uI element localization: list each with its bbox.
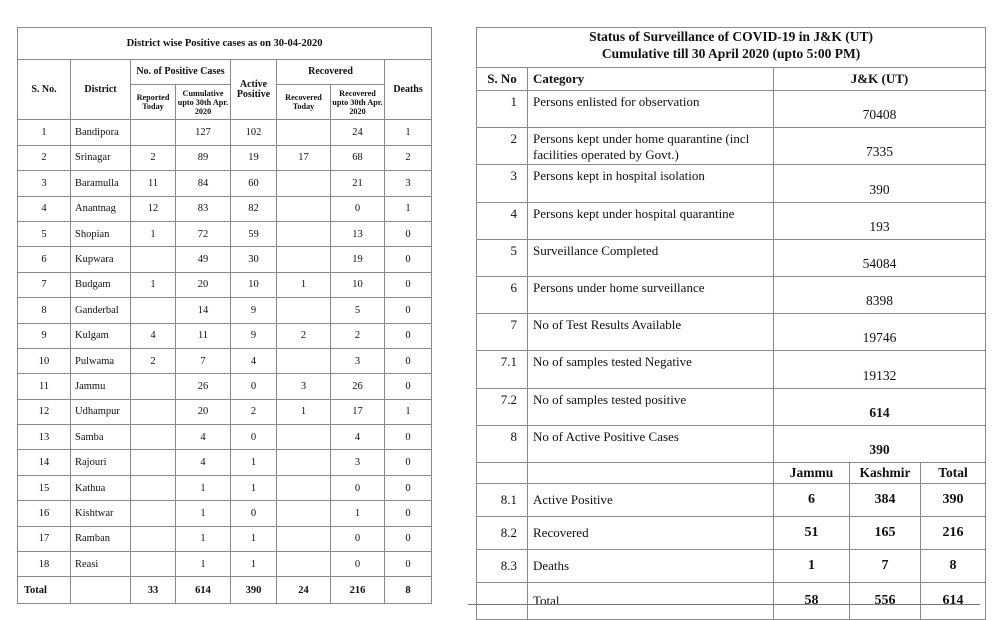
row-category: Persons kept under hospital quarantine	[528, 202, 774, 239]
subheader-total: Total	[921, 462, 986, 483]
breakdown-jammu: 6	[774, 483, 850, 516]
cell-active: 102	[231, 120, 277, 145]
breakdown-sno: 8.2	[477, 516, 528, 549]
cell-active: 19	[231, 145, 277, 170]
cell-cumulative: 20	[176, 272, 231, 297]
cell-sno: 13	[18, 425, 71, 450]
cell-rec-today	[277, 348, 331, 373]
cell-rec-today: 1	[277, 399, 331, 424]
row-value: 193	[774, 202, 986, 239]
cell-active: 0	[231, 501, 277, 526]
cell-deaths: 0	[385, 450, 432, 475]
cell-deaths: 0	[385, 526, 432, 551]
total-recovered-today: 24	[277, 577, 331, 604]
grand-total-jammu: 58	[774, 582, 850, 619]
breakdown-total: 390	[921, 483, 986, 516]
cell-deaths: 0	[385, 425, 432, 450]
cell-cumulative: 1	[176, 501, 231, 526]
cell-rec-cum: 24	[331, 120, 385, 145]
subheader-blank-category	[528, 462, 774, 483]
breakdown-jammu: 1	[774, 549, 850, 582]
header-district: District	[71, 60, 131, 120]
cell-rec-cum: 3	[331, 348, 385, 373]
breakdown-total: 8	[921, 549, 986, 582]
cell-rec-today	[277, 298, 331, 323]
cell-sno: 18	[18, 552, 71, 577]
row-category: No of Test Results Available	[528, 314, 774, 351]
breakdown-sno: 8.1	[477, 483, 528, 516]
cell-district: Budgam	[71, 272, 131, 297]
district-row	[18, 501, 432, 526]
cell-rec-today	[277, 450, 331, 475]
total-cumulative: 614	[176, 577, 231, 604]
cell-active: 59	[231, 221, 277, 246]
cell-deaths: 0	[385, 298, 432, 323]
cell-cumulative: 14	[176, 298, 231, 323]
district-row	[18, 196, 432, 221]
district-row	[18, 247, 432, 272]
district-row	[18, 120, 432, 145]
cell-deaths: 1	[385, 120, 432, 145]
cell-sno: 11	[18, 374, 71, 399]
cell-rec-cum: 19	[331, 247, 385, 272]
cell-district: Samba	[71, 425, 131, 450]
cell-rec-cum: 5	[331, 298, 385, 323]
cell-sno: 12	[18, 399, 71, 424]
cell-deaths: 0	[385, 221, 432, 246]
row-value: 614	[774, 388, 986, 425]
cell-district: Ramban	[71, 526, 131, 551]
district-row	[18, 348, 432, 373]
district-row	[18, 450, 432, 475]
row-sno: 7	[477, 314, 528, 351]
cell-active: 1	[231, 526, 277, 551]
row-category: Persons kept under home quarantine (incl facilities operated by Govt.)	[528, 128, 774, 165]
cell-rec-cum: 1	[331, 501, 385, 526]
row-category: Persons enlisted for observation	[528, 91, 774, 128]
cell-sno: 1	[18, 120, 71, 145]
row-category: Persons under home surveillance	[528, 276, 774, 313]
surveillance-status-table	[476, 27, 986, 620]
cell-cumulative: 11	[176, 323, 231, 348]
cell-cumulative: 4	[176, 450, 231, 475]
breakdown-row	[477, 483, 986, 516]
header-recovered-cumulative: Recovered upto 30th Apr. 2020	[331, 85, 385, 120]
cell-district: Kishtwar	[71, 501, 131, 526]
cell-active: 4	[231, 348, 277, 373]
header-cumulative: Cumulative upto 30th Apr. 2020	[176, 85, 231, 120]
cell-reported	[131, 120, 176, 145]
row-value: 54084	[774, 239, 986, 276]
district-positive-cases-table	[17, 27, 432, 604]
cell-active: 9	[231, 298, 277, 323]
header-active: Active Positive	[231, 60, 277, 120]
district-row	[18, 526, 432, 551]
cell-cumulative: 1	[176, 475, 231, 500]
title-line-1: Status of Surveillance of COVID-19 in J&K (UT)	[589, 29, 873, 44]
cell-district: Rajouri	[71, 450, 131, 475]
cell-reported: 1	[131, 272, 176, 297]
cell-cumulative: 7	[176, 348, 231, 373]
cell-district: Baramulla	[71, 171, 131, 196]
cell-rec-cum: 3	[331, 450, 385, 475]
row-value: 19132	[774, 351, 986, 388]
breakdown-kashmir: 7	[850, 549, 921, 582]
header-recovered-today: Recovered Today	[277, 85, 331, 120]
total-active: 390	[231, 577, 277, 604]
cell-deaths: 0	[385, 323, 432, 348]
cell-district: Pulwama	[71, 348, 131, 373]
cell-rec-today	[277, 425, 331, 450]
cell-rec-cum: 0	[331, 552, 385, 577]
cell-rec-today: 3	[277, 374, 331, 399]
surveillance-row	[477, 425, 986, 462]
breakdown-row	[477, 516, 986, 549]
cell-district: Srinagar	[71, 145, 131, 170]
cell-active: 1	[231, 450, 277, 475]
cell-rec-today	[277, 526, 331, 551]
cell-deaths: 3	[385, 171, 432, 196]
cell-rec-today	[277, 247, 331, 272]
row-value: 7335	[774, 128, 986, 165]
row-sno: 3	[477, 165, 528, 202]
grand-total-kashmir: 556	[850, 582, 921, 619]
surveillance-row	[477, 314, 986, 351]
surveillance-row	[477, 128, 986, 165]
breakdown-row	[477, 549, 986, 582]
row-sno: 1	[477, 91, 528, 128]
grand-total-row	[477, 582, 986, 619]
cell-cumulative: 4	[176, 425, 231, 450]
cell-rec-cum: 26	[331, 374, 385, 399]
total-label: Total	[18, 577, 71, 604]
row-value: 390	[774, 425, 986, 462]
breakdown-kashmir: 165	[850, 516, 921, 549]
cell-sno: 16	[18, 501, 71, 526]
cell-active: 0	[231, 425, 277, 450]
breakdown-category: Recovered	[528, 516, 774, 549]
cell-reported	[131, 475, 176, 500]
subheader-blank-sno	[477, 462, 528, 483]
district-table-panel	[17, 27, 431, 604]
cell-deaths: 0	[385, 247, 432, 272]
breakdown-rows	[477, 483, 986, 582]
cell-sno: 9	[18, 323, 71, 348]
row-category: Surveillance Completed	[528, 239, 774, 276]
breakdown-total: 216	[921, 516, 986, 549]
cell-reported	[131, 501, 176, 526]
cell-reported	[131, 526, 176, 551]
district-total-row	[18, 577, 432, 604]
cell-active: 0	[231, 374, 277, 399]
header-recovered-group: Recovered	[277, 60, 385, 85]
header-sno: S. No.	[18, 60, 71, 120]
district-rows	[18, 120, 432, 577]
row-sno: 8	[477, 425, 528, 462]
cell-cumulative: 127	[176, 120, 231, 145]
cell-reported: 2	[131, 145, 176, 170]
cell-rec-today: 1	[277, 272, 331, 297]
cell-sno: 14	[18, 450, 71, 475]
cell-active: 9	[231, 323, 277, 348]
breakdown-category: Active Positive	[528, 483, 774, 516]
subheader-kashmir: Kashmir	[850, 462, 921, 483]
cell-rec-cum: 21	[331, 171, 385, 196]
surveillance-row	[477, 239, 986, 276]
row-sno: 4	[477, 202, 528, 239]
cell-reported: 12	[131, 196, 176, 221]
row-sno: 7.1	[477, 351, 528, 388]
row-sno: 5	[477, 239, 528, 276]
cell-rec-cum: 2	[331, 323, 385, 348]
cell-deaths: 0	[385, 348, 432, 373]
cell-district: Bandipora	[71, 120, 131, 145]
cell-active: 60	[231, 171, 277, 196]
cell-district: Kathua	[71, 475, 131, 500]
cell-reported	[131, 425, 176, 450]
grand-total-total: 614	[921, 582, 986, 619]
total-reported: 33	[131, 577, 176, 604]
cell-reported	[131, 399, 176, 424]
cell-district: Jammu	[71, 374, 131, 399]
cell-reported	[131, 450, 176, 475]
cell-rec-cum: 0	[331, 196, 385, 221]
grand-total-label: Total	[528, 582, 774, 619]
cell-reported	[131, 298, 176, 323]
row-category: No of samples tested positive	[528, 388, 774, 425]
cell-cumulative: 1	[176, 526, 231, 551]
cell-district: Ganderbal	[71, 298, 131, 323]
cell-sno: 10	[18, 348, 71, 373]
district-row	[18, 171, 432, 196]
cell-reported: 4	[131, 323, 176, 348]
total-district	[71, 577, 131, 604]
cell-deaths: 0	[385, 374, 432, 399]
district-row	[18, 552, 432, 577]
cell-district: Shopian	[71, 221, 131, 246]
cell-rec-cum: 4	[331, 425, 385, 450]
header-sno: S. No	[477, 68, 528, 91]
cell-sno: 7	[18, 272, 71, 297]
cell-sno: 15	[18, 475, 71, 500]
cell-district: Kulgam	[71, 323, 131, 348]
cell-rec-today	[277, 120, 331, 145]
header-reported-today: Reported Today	[131, 85, 176, 120]
cell-rec-cum: 17	[331, 399, 385, 424]
row-value: 19746	[774, 314, 986, 351]
total-recovered-cumulative: 216	[331, 577, 385, 604]
cell-rec-today	[277, 221, 331, 246]
surveillance-row	[477, 276, 986, 313]
cell-deaths: 1	[385, 399, 432, 424]
cell-deaths: 2	[385, 145, 432, 170]
cell-reported	[131, 374, 176, 399]
breakdown-kashmir: 384	[850, 483, 921, 516]
row-value: 390	[774, 165, 986, 202]
cell-deaths: 0	[385, 552, 432, 577]
surveillance-row	[477, 388, 986, 425]
surveillance-row	[477, 351, 986, 388]
cell-rec-today	[277, 196, 331, 221]
breakdown-category: Deaths	[528, 549, 774, 582]
district-table-title: District wise Positive cases as on 30-04-2020	[18, 28, 432, 60]
cell-rec-cum: 0	[331, 475, 385, 500]
row-value: 70408	[774, 91, 986, 128]
cell-active: 1	[231, 552, 277, 577]
district-row	[18, 399, 432, 424]
cell-cumulative: 26	[176, 374, 231, 399]
surveillance-table-title	[477, 28, 986, 68]
cell-active: 30	[231, 247, 277, 272]
total-deaths: 8	[385, 577, 432, 604]
district-row	[18, 272, 432, 297]
surveillance-row	[477, 91, 986, 128]
cell-cumulative: 83	[176, 196, 231, 221]
cell-rec-cum: 13	[331, 221, 385, 246]
surveillance-row	[477, 165, 986, 202]
cell-reported: 11	[131, 171, 176, 196]
cell-sno: 8	[18, 298, 71, 323]
cell-rec-cum: 68	[331, 145, 385, 170]
title-line-2: Cumulative till 30 April 2020 (upto 5:00 PM)	[601, 46, 861, 61]
district-row	[18, 145, 432, 170]
cell-sno: 6	[18, 247, 71, 272]
cell-sno: 5	[18, 221, 71, 246]
district-row	[18, 425, 432, 450]
cell-rec-today: 17	[277, 145, 331, 170]
district-row	[18, 475, 432, 500]
district-row	[18, 221, 432, 246]
cell-cumulative: 20	[176, 399, 231, 424]
cell-rec-today	[277, 501, 331, 526]
cell-district: Udhampur	[71, 399, 131, 424]
row-category: No of Active Positive Cases	[528, 425, 774, 462]
cell-deaths: 1	[385, 196, 432, 221]
row-sno: 6	[477, 276, 528, 313]
header-deaths: Deaths	[385, 60, 432, 120]
cell-sno: 17	[18, 526, 71, 551]
cell-reported: 2	[131, 348, 176, 373]
grand-total-sno	[477, 582, 528, 619]
cell-reported: 1	[131, 221, 176, 246]
cell-rec-today: 2	[277, 323, 331, 348]
header-category: Category	[528, 68, 774, 91]
header-jk-ut: J&K (UT)	[774, 68, 986, 91]
cell-rec-cum: 0	[331, 526, 385, 551]
subheader-jammu: Jammu	[774, 462, 850, 483]
cell-deaths: 0	[385, 272, 432, 297]
cell-rec-today	[277, 475, 331, 500]
cell-sno: 3	[18, 171, 71, 196]
cell-cumulative: 49	[176, 247, 231, 272]
row-sno: 2	[477, 128, 528, 165]
breakdown-jammu: 51	[774, 516, 850, 549]
cell-rec-cum: 10	[331, 272, 385, 297]
row-category: No of samples tested Negative	[528, 351, 774, 388]
cell-district: Reasi	[71, 552, 131, 577]
district-row	[18, 374, 432, 399]
bottom-divider	[468, 604, 980, 605]
cell-rec-today	[277, 171, 331, 196]
cell-district: Anantnag	[71, 196, 131, 221]
cell-reported	[131, 552, 176, 577]
cell-cumulative: 89	[176, 145, 231, 170]
cell-sno: 4	[18, 196, 71, 221]
cell-reported	[131, 247, 176, 272]
district-row	[18, 298, 432, 323]
cell-sno: 2	[18, 145, 71, 170]
surveillance-table-panel	[476, 27, 985, 620]
breakdown-sno: 8.3	[477, 549, 528, 582]
cell-active: 1	[231, 475, 277, 500]
cell-deaths: 0	[385, 475, 432, 500]
row-sno: 7.2	[477, 388, 528, 425]
cell-district: Kupwara	[71, 247, 131, 272]
cell-active: 82	[231, 196, 277, 221]
cell-rec-today	[277, 552, 331, 577]
cell-cumulative: 1	[176, 552, 231, 577]
row-category: Persons kept in hospital isolation	[528, 165, 774, 202]
surveillance-rows	[477, 91, 986, 463]
cell-deaths: 0	[385, 501, 432, 526]
header-positive-group: No. of Positive Cases	[131, 60, 231, 85]
cell-cumulative: 84	[176, 171, 231, 196]
cell-cumulative: 72	[176, 221, 231, 246]
cell-active: 2	[231, 399, 277, 424]
district-row	[18, 323, 432, 348]
cell-active: 10	[231, 272, 277, 297]
row-value: 8398	[774, 276, 986, 313]
surveillance-row	[477, 202, 986, 239]
